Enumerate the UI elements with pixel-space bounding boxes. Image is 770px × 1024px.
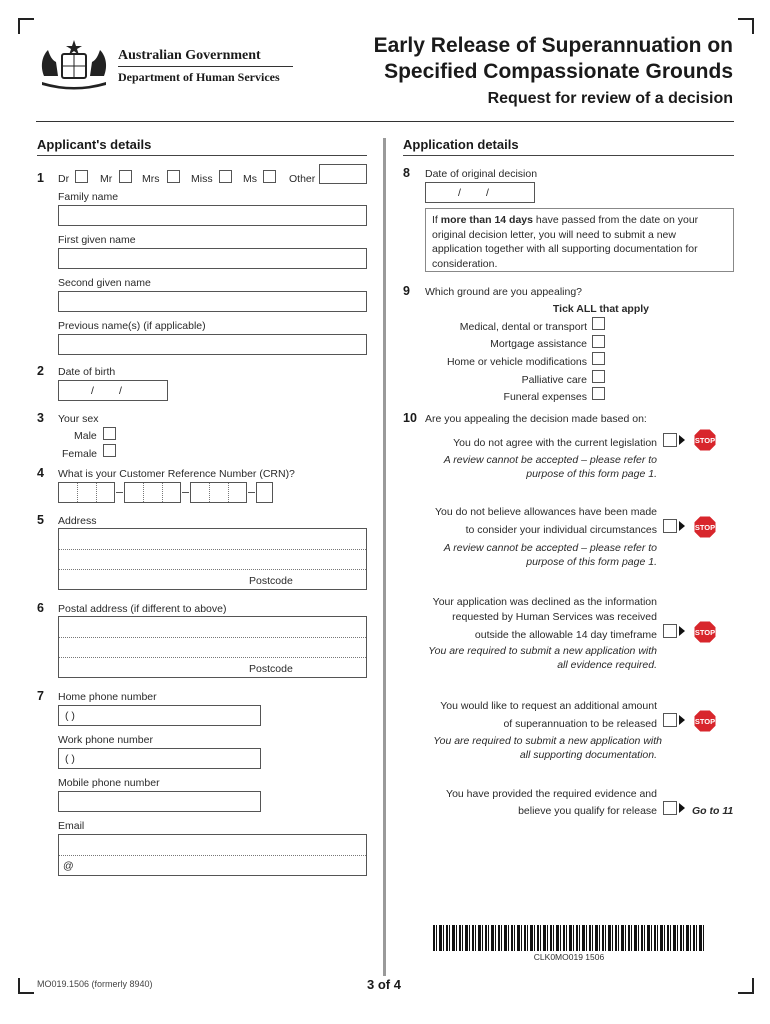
crn-cell-divider [162, 483, 163, 502]
home-phone-input[interactable] [58, 705, 261, 726]
email-line-divider [59, 855, 366, 856]
question-number-9: 9 [403, 284, 410, 298]
question-number-4: 4 [37, 466, 44, 480]
title-dr-checkbox[interactable] [75, 170, 88, 183]
crn-group-3[interactable] [190, 482, 247, 503]
appeal-option-5-checkbox[interactable] [663, 801, 677, 815]
appeal-option-1-note-line-2: purpose of this form page 1. [526, 468, 657, 480]
postal-line-divider [59, 637, 366, 638]
header-rule [36, 121, 734, 122]
appeal-option-5-line-1: You have provided the required evidence and [446, 788, 657, 800]
date-of-birth-input[interactable] [58, 380, 168, 401]
ground-palliative-checkbox[interactable] [592, 370, 605, 383]
page-number: 3 of 4 [367, 977, 401, 992]
ground-palliative-label: Palliative care [521, 374, 587, 386]
fourteen-day-note [425, 208, 734, 272]
crop-mark-bottom-left [18, 978, 34, 994]
previous-names-label: Previous name(s) (if applicable) [58, 320, 206, 332]
arrow-icon [679, 435, 685, 445]
appeal-option-3-line-2: requested by Human Services was received [452, 611, 657, 623]
crn-cell-divider [228, 483, 229, 502]
title-miss-label: Miss [191, 173, 213, 185]
first-given-name-input[interactable] [58, 248, 367, 269]
crop-mark-bottom-right [738, 978, 754, 994]
note-prefix: If [432, 214, 441, 226]
stop-sign-icon [693, 620, 717, 644]
crn-label: What is your Customer Reference Number (CRN)? [58, 468, 295, 480]
question-number-2: 2 [37, 364, 44, 378]
email-input[interactable] [58, 834, 367, 876]
email-label: Email [58, 820, 85, 832]
applicant-section-title: Applicant's details [37, 137, 152, 152]
title-mr-checkbox[interactable] [119, 170, 132, 183]
appeal-option-4-checkbox[interactable] [663, 713, 677, 727]
title-other-label: Other [289, 173, 316, 185]
crn-check-character[interactable] [256, 482, 273, 503]
title-dr-label: Dr [58, 173, 70, 185]
application-section-rule [403, 155, 734, 156]
appeal-option-3-note-line-1: You are required to submit a new application with [428, 645, 657, 657]
appeal-option-4-note-line-1: You are required to submit a new application with [433, 735, 662, 747]
question-number-8: 8 [403, 166, 410, 180]
previous-names-input[interactable] [58, 334, 367, 355]
work-phone-input[interactable] [58, 748, 261, 769]
sex-male-checkbox[interactable] [103, 427, 116, 440]
application-section-title: Application details [403, 137, 519, 152]
appeal-option-2-line-2: to consider your individual circumstances [465, 524, 657, 536]
address-postcode-label: Postcode [249, 575, 293, 587]
crn-cell-divider [143, 483, 144, 502]
appeal-option-3-note-line-2: all evidence required. [557, 659, 657, 671]
date-of-birth-label: Date of birth [58, 366, 116, 378]
appeal-option-5-line-2: believe you qualify for release [518, 805, 657, 817]
dob-separator-1: / [91, 385, 94, 397]
second-given-name-input[interactable] [58, 291, 367, 312]
title-ms-checkbox[interactable] [263, 170, 276, 183]
appeal-basis-label: Are you appealing the decision made based on: [425, 413, 647, 425]
postal-postcode-label: Postcode [249, 663, 293, 675]
question-number-10: 10 [403, 411, 417, 425]
first-given-name-label: First given name [58, 234, 136, 246]
email-at-symbol: @ [63, 860, 74, 872]
note-bold: more than 14 days [440, 214, 533, 226]
barcode [433, 925, 705, 951]
title-mr-label: Mr [100, 173, 113, 185]
title-mrs-checkbox[interactable] [167, 170, 180, 183]
department-name: Department of Human Services [118, 70, 280, 84]
ground-home-vehicle-label: Home or vehicle modifications [446, 356, 587, 368]
question-number-5: 5 [37, 513, 44, 527]
coat-of-arms-logo [36, 36, 112, 92]
stop-sign-icon [693, 709, 717, 733]
crn-dash [248, 492, 255, 493]
question-number-7: 7 [37, 689, 44, 703]
header-divider [118, 66, 293, 67]
family-name-label: Family name [58, 191, 119, 203]
crn-dash [182, 492, 189, 493]
sex-female-label: Female [62, 448, 98, 460]
government-name: Australian Government [118, 48, 261, 63]
form-code: MO019.1506 (formerly 8940) [37, 979, 153, 989]
address-line-divider [59, 549, 366, 550]
postal-line-divider [59, 657, 366, 658]
crn-cell-divider [77, 483, 78, 502]
address-line-divider [59, 569, 366, 570]
appeal-option-2-note-line-2: purpose of this form page 1. [526, 556, 657, 568]
appeal-option-1-note-line-1: A review cannot be accepted – please refer to [443, 454, 657, 466]
appeal-option-2-note-line-1: A review cannot be accepted – please refer to [443, 542, 657, 554]
decision-date-separator-1: / [458, 187, 461, 199]
sex-label: Your sex [58, 413, 99, 425]
appeal-option-3-line-3: outside the allowable 14 day timeframe [474, 629, 657, 641]
crn-cell-divider [96, 483, 97, 502]
home-phone-label: Home phone number [58, 691, 157, 703]
appeal-option-4-line-1: You would like to request an additional amount [440, 700, 657, 712]
arrow-icon [679, 626, 685, 636]
go-to-11-link[interactable]: Go to 11 [692, 805, 734, 817]
form-title-line-1: Early Release of Superannuation on [373, 34, 733, 57]
question-number-1: 1 [37, 171, 44, 185]
arrow-icon [679, 715, 685, 725]
original-decision-date-input[interactable] [425, 182, 535, 203]
address-label: Address [58, 515, 97, 527]
stop-sign-icon [693, 515, 717, 539]
tick-all-label: Tick ALL that apply [552, 303, 649, 315]
question-number-6: 6 [37, 601, 44, 615]
form-title-line-2: Specified Compassionate Grounds [384, 60, 733, 83]
title-miss-checkbox[interactable] [219, 170, 232, 183]
column-divider [383, 138, 386, 976]
appeal-option-3-checkbox[interactable] [663, 624, 677, 638]
appeal-option-4-note-line-2: all supporting documentation. [519, 749, 657, 761]
crn-dash [116, 492, 123, 493]
stop-sign-text: STOP [694, 628, 716, 637]
crn-group-1[interactable] [58, 482, 115, 503]
address-input[interactable] [58, 528, 367, 590]
ground-funeral-label: Funeral expenses [503, 391, 587, 403]
stop-sign-text: STOP [694, 717, 716, 726]
crn-cell-divider [209, 483, 210, 502]
appeal-option-1-checkbox[interactable] [663, 433, 677, 447]
appeal-option-2-checkbox[interactable] [663, 519, 677, 533]
mobile-phone-label: Mobile phone number [58, 777, 160, 789]
crop-mark-top-right [738, 18, 754, 34]
arrow-icon [679, 521, 685, 531]
question-number-3: 3 [37, 411, 44, 425]
appeal-option-4-line-2: of superannuation to be released [503, 718, 657, 730]
work-phone-label: Work phone number [58, 734, 153, 746]
title-ms-label: Ms [243, 173, 257, 185]
second-given-name-label: Second given name [58, 277, 151, 289]
arrow-icon [679, 803, 685, 813]
crop-mark-top-left [18, 18, 34, 34]
applicant-section-rule [37, 155, 367, 156]
appeal-option-3-line-1: Your application was declined as the information [432, 596, 657, 608]
family-name-input[interactable] [58, 205, 367, 226]
title-other-input[interactable] [319, 164, 367, 184]
ground-mortgage-label: Mortgage assistance [490, 338, 587, 350]
title-mrs-label: Mrs [142, 173, 160, 185]
ground-label: Which ground are you appealing? [425, 286, 583, 298]
barcode-code: CLK0MO019 1506 [533, 952, 605, 962]
original-decision-date-label: Date of original decision [425, 168, 538, 180]
dob-separator-2: / [119, 385, 122, 397]
home-phone-area-parens: ( ) [65, 710, 75, 722]
sex-female-checkbox[interactable] [103, 444, 116, 457]
ground-medical-label: Medical, dental or transport [459, 321, 587, 333]
appeal-option-1-line-1: You do not agree with the current legislation [453, 437, 657, 449]
ground-medical-checkbox[interactable] [592, 317, 605, 330]
sex-male-label: Male [74, 430, 97, 442]
stop-sign-text: STOP [694, 436, 716, 445]
note-rest: have passed from the date on your original decision letter, you will need to submit a new application together with all supporting documentation for consideration. [432, 214, 699, 270]
decision-date-separator-2: / [486, 187, 489, 199]
stop-sign-icon [693, 428, 717, 452]
work-phone-area-parens: ( ) [65, 753, 75, 765]
postal-address-label: Postal address (if different to above) [58, 603, 227, 615]
ground-mortgage-checkbox[interactable] [592, 335, 605, 348]
postal-address-input[interactable] [58, 616, 367, 678]
mobile-phone-input[interactable] [58, 791, 261, 812]
ground-home-vehicle-checkbox[interactable] [592, 352, 605, 365]
appeal-option-2-line-1: You do not believe allowances have been made [434, 506, 657, 518]
form-subtitle: Request for review of a decision [487, 90, 733, 107]
ground-funeral-checkbox[interactable] [592, 387, 605, 400]
crn-group-2[interactable] [124, 482, 181, 503]
stop-sign-text: STOP [694, 523, 716, 532]
